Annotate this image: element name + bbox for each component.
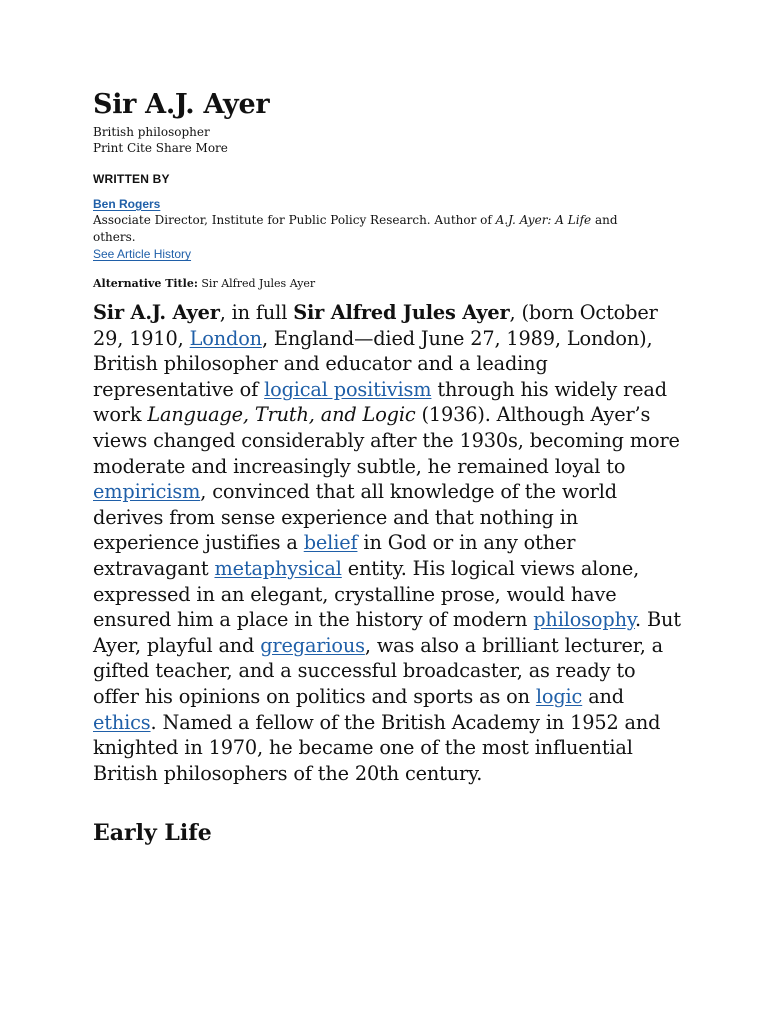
alternative-title-value: Sir Alfred Jules Ayer (197, 277, 316, 290)
author-book-title: A.J. Ayer: A Life (495, 213, 592, 227)
book-title: Language, Truth, and Logic (147, 403, 416, 427)
link-belief[interactable]: belief (303, 531, 358, 555)
link-gregarious[interactable]: gregarious (260, 633, 365, 657)
written-by-label: WRITTEN BY (93, 172, 170, 186)
author-bio (93, 212, 653, 246)
link-london[interactable]: London (189, 326, 262, 350)
body-text: . But Ayer, playful and (93, 608, 681, 657)
body-text: , was also a brilliant lecturer, a gifted teacher, and a successful broadcaster, as ready to offer his opinions on politics and sports as on (93, 633, 663, 708)
alternative-title (93, 276, 683, 292)
link-empiricism[interactable]: empiricism (93, 480, 201, 504)
link-ethics[interactable]: ethics (93, 710, 151, 734)
article-history-link[interactable]: See Article History (93, 247, 192, 261)
link-philosophy[interactable]: philosophy (533, 608, 636, 632)
author-bio-text: Associate Director, Institute for Public Policy Research. Author of (93, 213, 496, 227)
subject-full-name: Sir Alfred Jules Ayer (293, 301, 510, 324)
author-bio-suffix: and others. (93, 213, 618, 244)
author-link[interactable]: Ben Rogers (93, 197, 161, 211)
subject-name: Sir A.J. Ayer (93, 301, 220, 324)
link-logic[interactable]: logic (535, 684, 583, 708)
link-metaphysical[interactable]: metaphysical (214, 556, 342, 580)
body-text: and (582, 684, 625, 708)
body-text: entity. His logical views alone, expressed in an elegant, crystalline prose, would have ensured him a place in the history of modern (93, 556, 640, 632)
article-title: Sir A.J. Ayer (93, 89, 270, 120)
body-text: . Named a fellow of the British Academy in 1952 and knighted in 1970, he became one of the most influential British philosophers of the 20th century. (93, 710, 661, 785)
link-logical-positivism[interactable]: logical positivism (264, 377, 432, 401)
alternative-title-label: Alternative Title: (93, 277, 198, 290)
body-text: , convinced that all knowledge of the world derives from sense experience and that nothing in experience justifies a (93, 480, 617, 555)
article (93, 86, 683, 867)
article-actions[interactable]: Print Cite Share More (93, 141, 228, 155)
body-text: , (born October 29, 1910, (93, 301, 658, 350)
body-text: through his widely read work (93, 377, 667, 427)
article-subtitle: British philosopher (93, 125, 210, 139)
intro-paragraph (93, 300, 683, 786)
body-text: , England—died June 27, 1989, London), British philosopher and educator and a leading representative of (93, 326, 653, 401)
body-text: (1936). Although Ayer’s views changed considerably after the 1930s, becoming more moderate and increasingly subtle, he remained loyal to (93, 403, 680, 478)
section-heading-early-life: Early Life (93, 820, 212, 847)
body-text: , in full (219, 301, 294, 324)
body-text: in God or in any other extravagant (93, 531, 576, 580)
